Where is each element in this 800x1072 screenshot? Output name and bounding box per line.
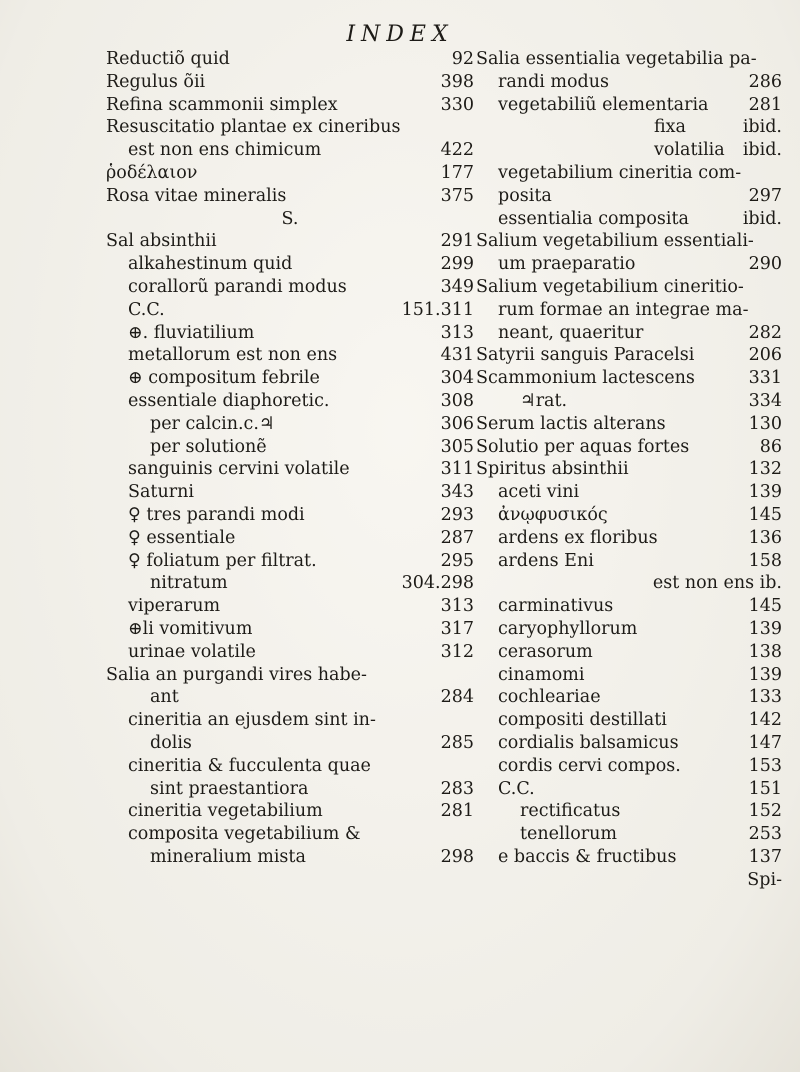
- entry-term: ♀ foliatum per filtrat.: [128, 550, 317, 571]
- entry-term: Salia essentialia vegetabilia pa-: [476, 49, 757, 69]
- entry-page-number: 287: [440, 527, 474, 548]
- entry-term: tenellorum: [520, 824, 617, 845]
- entry-term: cineritia & fucculenta quae: [128, 755, 371, 776]
- index-entry: [106, 778, 474, 801]
- index-entry: [106, 162, 474, 185]
- entry-term: Refina scammonii simplex: [106, 94, 338, 115]
- entry-page-number: 331: [748, 368, 782, 389]
- entry-page-number: 92: [451, 49, 474, 69]
- index-entry: [106, 572, 474, 595]
- index-entry: [106, 481, 474, 504]
- entry-page-number: 151.311: [401, 299, 474, 320]
- entry-page-number: 298: [440, 846, 474, 867]
- entry-term: ♀ tres parandi modi: [128, 504, 305, 525]
- entry-page-number: 285: [440, 732, 474, 753]
- index-entry: [476, 208, 782, 231]
- index-entry: [106, 527, 474, 550]
- entry-page-number: 138: [748, 641, 782, 662]
- index-entry: [476, 185, 782, 208]
- index-entry: [476, 504, 782, 527]
- index-entry: [476, 481, 782, 504]
- index-entry: [476, 664, 782, 687]
- index-entry: [476, 618, 782, 641]
- entry-term: cochleariae: [498, 687, 601, 708]
- entry-term: Solutio per aquas fortes: [476, 436, 690, 457]
- entry-term: nitratum: [150, 573, 228, 594]
- entry-page-number: 304: [440, 368, 474, 389]
- index-entry: [476, 550, 782, 573]
- entry-page-number: 136: [748, 527, 782, 548]
- index-entry: [476, 162, 782, 185]
- entry-term: Serum lactis alterans: [476, 413, 666, 434]
- entry-term: Saturni: [128, 482, 194, 503]
- entry-page-number: 305: [440, 436, 474, 457]
- index-entry: [476, 322, 782, 345]
- index-entry: [476, 732, 782, 755]
- entry-term: alkahestinum quid: [128, 254, 293, 275]
- index-entry: [476, 367, 782, 390]
- entry-page-number: ibid.: [742, 117, 782, 138]
- index-entry: [106, 367, 474, 390]
- index-entry: [106, 94, 474, 117]
- entry-page-number: 142: [748, 710, 782, 731]
- entry-term: sanguinis cervini volatile: [128, 459, 350, 480]
- entry-term: ⊕li vomitivum: [128, 618, 253, 639]
- entry-page-number: 334: [748, 390, 782, 411]
- entry-page-number: 306: [440, 413, 474, 434]
- entry-term: composita vegetabilium &: [128, 824, 361, 845]
- right-column: [476, 48, 782, 891]
- entry-term: Reductiõ quid: [106, 49, 230, 69]
- index-entry: [476, 846, 782, 869]
- entry-term: vegetabilium cineritia com-: [498, 162, 742, 183]
- index-entry: [106, 299, 474, 322]
- entry-term: sint praestantiora: [150, 778, 309, 799]
- entry-page-number: 286: [748, 71, 782, 92]
- index-entry: [106, 664, 474, 687]
- entry-term: cerasorum: [498, 641, 593, 662]
- entry-page-number: 253: [748, 824, 782, 845]
- entry-term: rum formae an integrae ma-: [498, 299, 749, 320]
- entry-term: ῥοδέλαιον: [106, 162, 198, 183]
- index-entry: [476, 686, 782, 709]
- entry-page-number: 153: [748, 755, 782, 776]
- entry-term: est non ens chimicum: [128, 140, 322, 161]
- index-entry: [106, 732, 474, 755]
- entry-term: ⊕. fluviatilium: [128, 322, 255, 343]
- index-entry: [476, 253, 782, 276]
- entry-page-number: 375: [440, 185, 474, 206]
- entry-term: est non ens ib.: [652, 573, 782, 594]
- index-entry: [106, 322, 474, 345]
- index-entry: [476, 778, 782, 801]
- entry-term: C.C.: [128, 299, 165, 320]
- index-entry: [106, 253, 474, 276]
- entry-page-number: 349: [440, 276, 474, 297]
- entry-term: rectificatus: [520, 801, 621, 822]
- index-entry: [476, 413, 782, 436]
- entry-term: ♃rat.: [520, 390, 568, 411]
- entry-term: cineritia vegetabilium: [128, 801, 323, 822]
- entry-page-number: 311: [440, 459, 474, 480]
- entry-term: essentiale diaphoretic.: [128, 390, 330, 411]
- entry-term: Spi-: [747, 869, 782, 890]
- entry-page-number: 330: [440, 94, 474, 115]
- entry-page-number: 137: [748, 846, 782, 867]
- index-entry: [476, 94, 782, 117]
- entry-term: vegetabiliũ elementaria: [498, 94, 709, 115]
- index-entry: [106, 208, 474, 231]
- entry-page-number: 284: [440, 687, 474, 708]
- index-entry: [106, 846, 474, 869]
- entry-term: ⊕ compositum febrile: [128, 368, 320, 389]
- entry-page-number: 130: [748, 413, 782, 434]
- index-entry: [106, 230, 474, 253]
- entry-term: Satyrii sanguis Paracelsi: [476, 345, 695, 366]
- entry-term: volatilia: [654, 140, 725, 161]
- index-entry: [476, 299, 782, 322]
- entry-page-number: 177: [440, 162, 474, 183]
- entry-term: Regulus õii: [106, 71, 206, 92]
- index-entry: [106, 436, 474, 459]
- entry-page-number: 308: [440, 390, 474, 411]
- index-entry: [106, 344, 474, 367]
- entry-term: cinamomi: [498, 664, 585, 685]
- entry-term: ardens ex floribus: [498, 527, 658, 548]
- entry-page-number: 281: [748, 94, 782, 115]
- index-entry: [476, 71, 782, 94]
- index-entry: [476, 823, 782, 846]
- index-entry: [476, 458, 782, 481]
- entry-term: ♀ essentiale: [128, 527, 236, 548]
- entry-term: cineritia an ejusdem sint in-: [128, 710, 376, 731]
- entry-page-number: 304.298: [401, 573, 474, 594]
- index-entry: [106, 458, 474, 481]
- entry-page-number: 206: [748, 345, 782, 366]
- entry-term: cordialis balsamicus: [498, 732, 679, 753]
- entry-page-number: 312: [440, 641, 474, 662]
- index-entry: [106, 276, 474, 299]
- entry-term: Resuscitatio plantae ex cineribus: [106, 117, 401, 138]
- entry-term: urinae volatile: [128, 641, 256, 662]
- entry-term: essentialia composita: [498, 208, 689, 229]
- index-entry: [106, 116, 474, 139]
- index-entry: [106, 823, 474, 846]
- entry-page-number: 282: [748, 322, 782, 343]
- entry-page-number: 152: [748, 801, 782, 822]
- entry-page-number: 139: [748, 618, 782, 639]
- index-entry: [106, 618, 474, 641]
- entry-term: compositi destillati: [498, 710, 667, 731]
- entry-term: ἀνῳφυσικός: [498, 504, 608, 525]
- entry-page-number: 313: [440, 322, 474, 343]
- left-column: [106, 48, 474, 869]
- entry-term: randi modus: [498, 71, 610, 92]
- entry-page-number: 281: [440, 801, 474, 822]
- entry-term: corallorũ parandi modus: [128, 276, 347, 297]
- index-entry: [476, 276, 782, 299]
- entry-term: cordis cervi compos.: [498, 755, 681, 776]
- index-entry: [106, 504, 474, 527]
- entry-page-number: 313: [440, 596, 474, 617]
- entry-term: e baccis & fructibus: [498, 846, 677, 867]
- index-entry: [106, 641, 474, 664]
- index-entry: [476, 641, 782, 664]
- index-entry: [476, 869, 782, 892]
- index-entry: [106, 71, 474, 94]
- index-entry: [106, 686, 474, 709]
- index-entry: [106, 139, 474, 162]
- index-entry: [106, 550, 474, 573]
- entry-page-number: 139: [748, 664, 782, 685]
- entry-page-number: 293: [440, 504, 474, 525]
- entry-term: per calcin.c.♃: [150, 413, 275, 434]
- entry-term: metallorum est non ens: [128, 345, 338, 366]
- entry-term: per solutionẽ: [150, 436, 267, 457]
- index-entry: [476, 116, 782, 139]
- index-entry: [476, 527, 782, 550]
- entry-page-number: 132: [748, 459, 782, 480]
- index-entry: [476, 436, 782, 459]
- index-entry: [476, 572, 782, 595]
- entry-term: posita: [498, 185, 552, 206]
- entry-term: fixa: [654, 117, 686, 138]
- index-entry: [106, 185, 474, 208]
- entry-term: Sal absinthii: [106, 231, 217, 252]
- page-header: INDEX: [346, 22, 454, 47]
- entry-page-number: 295: [440, 550, 474, 571]
- entry-page-number: 290: [748, 254, 782, 275]
- entry-term: caryophyllorum: [498, 618, 638, 639]
- index-entry: [106, 390, 474, 413]
- entry-term: um praeparatio: [498, 254, 636, 275]
- entry-page-number: ibid.: [742, 140, 782, 161]
- entry-page-number: 147: [748, 732, 782, 753]
- index-entry: [476, 709, 782, 732]
- entry-term: carminativus: [498, 596, 614, 617]
- entry-term: ardens Eni: [498, 550, 594, 571]
- entry-page-number: 133: [748, 687, 782, 708]
- entry-term: C.C.: [498, 778, 535, 799]
- entry-page-number: 283: [440, 778, 474, 799]
- index-entry: [106, 755, 474, 778]
- entry-page-number: 158: [748, 550, 782, 571]
- entry-term: neant, quaeritur: [498, 322, 644, 343]
- entry-term: Scammonium lactescens: [476, 368, 695, 389]
- index-entry: [476, 139, 782, 162]
- entry-term: Salium vegetabilium essentiali-: [476, 231, 754, 252]
- entry-page-number: 431: [440, 345, 474, 366]
- entry-term: Salium vegetabilium cineritio-: [476, 276, 744, 297]
- entry-page-number: 317: [440, 618, 474, 639]
- entry-term: Salia an purgandi vires habe-: [106, 664, 367, 685]
- entry-page-number: 299: [440, 254, 474, 275]
- entry-term: aceti vini: [498, 482, 580, 503]
- index-entry: [106, 709, 474, 732]
- index-entry: [106, 413, 474, 436]
- entry-term: Rosa vitae mineralis: [106, 185, 287, 206]
- index-entry: [476, 800, 782, 823]
- entry-page-number: 422: [440, 140, 474, 161]
- index-entry: [106, 595, 474, 618]
- entry-page-number: 86: [759, 436, 782, 457]
- entry-page-number: 151: [748, 778, 782, 799]
- entry-term: viperarum: [128, 596, 221, 617]
- index-entry: [106, 800, 474, 823]
- entry-page-number: 343: [440, 482, 474, 503]
- entry-term: ant: [150, 687, 179, 708]
- index-entry: [106, 48, 474, 71]
- index-entry: [476, 755, 782, 778]
- entry-page-number: 145: [748, 596, 782, 617]
- entry-page-number: 291: [440, 231, 474, 252]
- index-entry: [476, 230, 782, 253]
- entry-term: S.: [281, 208, 299, 229]
- entry-term: mineralium mista: [150, 846, 306, 867]
- entry-page-number: 398: [440, 71, 474, 92]
- index-entry: [476, 595, 782, 618]
- entry-term: Spiritus absinthii: [476, 459, 629, 480]
- entry-page-number: 297: [748, 185, 782, 206]
- index-entry: [476, 344, 782, 367]
- index-entry: [476, 390, 782, 413]
- entry-term: dolis: [150, 732, 192, 753]
- entry-page-number: 139: [748, 482, 782, 503]
- entry-page-number: 145: [748, 504, 782, 525]
- entry-page-number: ibid.: [742, 208, 782, 229]
- index-entry: [476, 48, 782, 71]
